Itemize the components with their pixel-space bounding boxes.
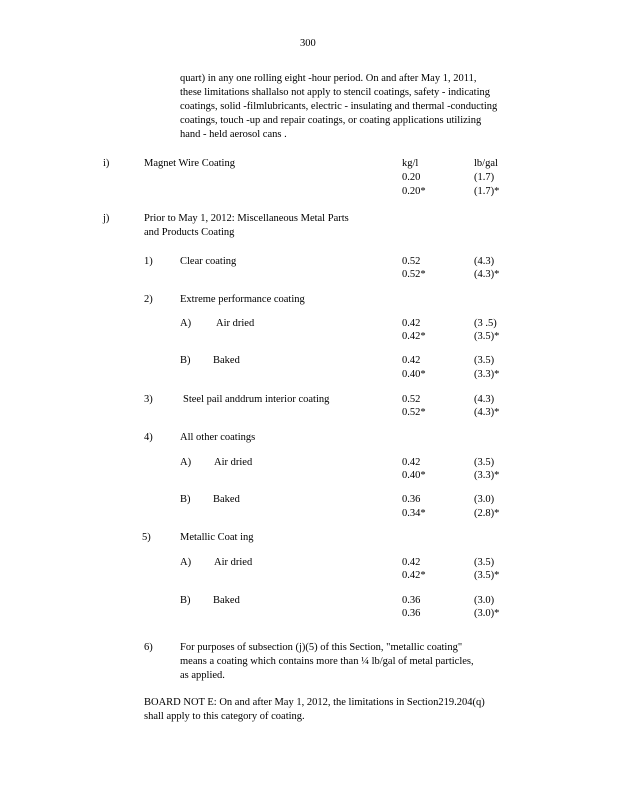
item-2b-si: 0.42 — [402, 355, 421, 366]
item-6-line-3: as applied. — [180, 670, 225, 681]
section-j-label-line2: and Products Coating — [144, 227, 235, 238]
item-5a-us: (3.5) — [474, 557, 495, 568]
item-2b-si-alt: 0.40* — [402, 369, 426, 380]
intro-line-3: coatings, solid -filmlubricants, electric - insulating and thermal -conducting — [180, 101, 498, 112]
item-5a-si-alt: 0.42* — [402, 570, 426, 581]
item-4b-us: (3.0) — [474, 494, 495, 505]
item-3-si-alt: 0.52* — [402, 407, 426, 418]
item-1-label: Clear coating — [180, 256, 237, 267]
item-5a-si: 0.42 — [402, 557, 421, 568]
item-5a-label: Air dried — [214, 557, 253, 568]
item-4a-us-alt: (3.3)* — [474, 470, 500, 481]
section-i-marker: i) — [103, 158, 110, 169]
item-5a-us-alt: (3.5)* — [474, 570, 500, 581]
item-2b-letter: B) — [180, 355, 191, 366]
item-4b-si: 0.36 — [402, 494, 421, 505]
item-6-line-2: means a coating which contains more than ¼ lb/gal of metal particles, — [180, 656, 474, 667]
board-note-line-1: BOARD NOT E: On and after May 1, 2012, the limitations in Section219.204(q) — [144, 697, 485, 708]
intro-line-4: coatings, touch -up and repair coatings, or coating applications utilizing — [180, 115, 482, 126]
unit-si-header: kg/l — [402, 158, 419, 169]
item-3-si: 0.52 — [402, 394, 421, 405]
section-i-us-value: (1.7) — [474, 172, 495, 183]
item-2a-us-alt: (3.5)* — [474, 331, 500, 342]
board-note-line-2: shall apply to this category of coating. — [144, 711, 305, 722]
item-4-label: All other coatings — [180, 432, 256, 443]
item-5b-us: (3.0) — [474, 595, 495, 606]
item-1-si: 0.52 — [402, 256, 421, 267]
item-5b-letter: B) — [180, 595, 191, 606]
item-2b-label: Baked — [213, 355, 240, 366]
item-3-num: 3) — [144, 394, 153, 405]
item-6-num: 6) — [144, 642, 153, 653]
item-3-us: (4.3) — [474, 394, 495, 405]
intro-line-1: quart) in any one rolling eight -hour period. On and after May 1, 2011, — [180, 73, 477, 84]
item-1-us-alt: (4.3)* — [474, 269, 500, 280]
item-2b-us-alt: (3.3)* — [474, 369, 500, 380]
item-5b-si-alt: 0.36 — [402, 608, 421, 619]
item-4a-si-alt: 0.40* — [402, 470, 426, 481]
item-4b-us-alt: (2.8)* — [474, 508, 500, 519]
item-5b-us-alt: (3.0)* — [474, 608, 500, 619]
item-2-num: 2) — [144, 294, 153, 305]
item-5b-label: Baked — [213, 595, 240, 606]
item-2a-letter: A) — [180, 318, 192, 329]
item-1-us: (4.3) — [474, 256, 495, 267]
item-2b-us: (3.5) — [474, 355, 495, 366]
item-3-label: Steel pail anddrum interior coating — [183, 394, 330, 405]
item-5b-si: 0.36 — [402, 595, 421, 606]
section-i-us-value-alt: (1.7)* — [474, 186, 500, 197]
item-2a-us: (3 .5) — [474, 318, 497, 329]
item-2a-si-alt: 0.42* — [402, 331, 426, 342]
unit-us-header: lb/gal — [474, 158, 498, 169]
item-2a-label: Air dried — [216, 318, 255, 329]
item-4a-si: 0.42 — [402, 457, 421, 468]
item-1-num: 1) — [144, 256, 153, 267]
item-5a-letter: A) — [180, 557, 192, 568]
item-4b-label: Baked — [213, 494, 240, 505]
intro-line-5: hand - held aerosol cans . — [180, 129, 287, 140]
intro-line-2: these limitations shallalso not apply to stencil coatings, safety - indicating — [180, 87, 490, 98]
item-5-label: Metallic Coat ing — [180, 532, 254, 543]
item-4-num: 4) — [144, 432, 153, 443]
item-4a-us: (3.5) — [474, 457, 495, 468]
item-4b-si-alt: 0.34* — [402, 508, 426, 519]
item-4a-letter: A) — [180, 457, 192, 468]
item-3-us-alt: (4.3)* — [474, 407, 500, 418]
item-4b-letter: B) — [180, 494, 191, 505]
page-number: 300 — [300, 38, 316, 49]
item-6-line-1: For purposes of subsection (j)(5) of this Section, "metallic coating" — [180, 642, 463, 653]
section-i-si-value: 0.20 — [402, 172, 421, 183]
item-4a-label: Air dried — [214, 457, 253, 468]
section-j-label-line1: Prior to May 1, 2012: Miscellaneous Metal Parts — [144, 213, 349, 224]
section-i-label: Magnet Wire Coating — [144, 158, 235, 169]
item-2a-si: 0.42 — [402, 318, 421, 329]
item-5-num: 5) — [142, 532, 151, 543]
item-1-si-alt: 0.52* — [402, 269, 426, 280]
section-j-marker: j) — [103, 213, 110, 224]
item-2-label: Extreme performance coating — [180, 294, 305, 305]
section-i-si-value-alt: 0.20* — [402, 186, 426, 197]
